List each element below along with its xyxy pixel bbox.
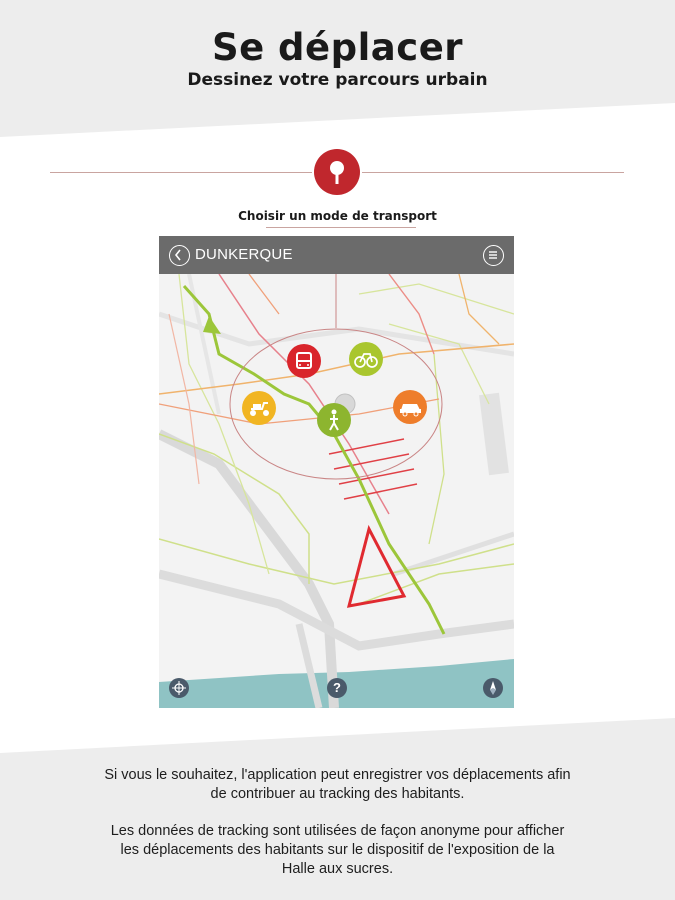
description-line: de contribuer au tracking des habitants. [210,786,465,802]
description-paragraph-2 [30,822,645,879]
scooter-icon[interactable] [242,391,276,425]
chevron-left-icon[interactable] [169,245,190,266]
page-subtitle: Dessinez votre parcours urbain [187,70,488,90]
description-line: les déplacements des habitants sur le dispositif de l'exposition de la [120,842,555,858]
help-icon[interactable] [327,678,347,698]
description-line: Halle aux sucres. [281,861,394,877]
city-name: DUNKERQUE [195,246,293,263]
description-line: Les données de tracking sont utilisées de façon anonyme pour afficher [110,823,565,839]
compass-icon[interactable] [483,678,503,698]
menu-icon[interactable] [483,245,504,266]
crosshair-icon[interactable] [169,678,189,698]
pedestrian-icon[interactable] [317,403,351,437]
location-pin-icon [314,149,360,195]
description-paragraph-1 [30,766,645,804]
description-line: Si vous le souhaitez, l'application peut enregistrer vos déplacements afin [104,767,571,783]
app-screenshot [159,236,514,708]
divider-left [50,172,312,173]
app-header [159,236,514,274]
label-underline [266,227,416,228]
car-icon[interactable] [393,390,427,424]
section-label: Choisir un mode de transport [238,209,437,223]
bicycle-icon[interactable] [349,342,383,376]
help-label: ? [333,680,341,695]
divider-right [362,172,624,173]
map-view[interactable] [159,274,514,708]
bus-icon[interactable] [287,344,321,378]
page-title: Se déplacer [211,26,464,69]
